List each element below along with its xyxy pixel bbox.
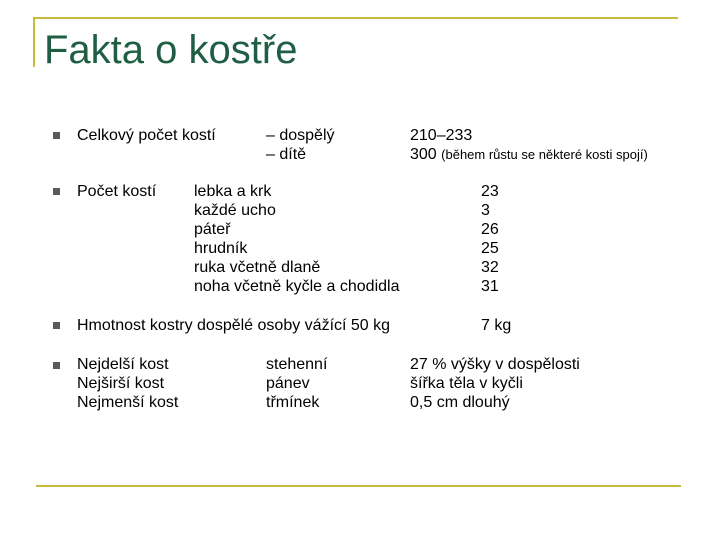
extreme-label: Nejširší kost bbox=[77, 375, 165, 392]
title-left-rule bbox=[33, 17, 35, 67]
body-parts-list bbox=[194, 182, 399, 296]
extreme-bone: pánev bbox=[266, 375, 310, 392]
body-part: hrudník bbox=[194, 240, 248, 257]
bone-count-values bbox=[481, 182, 499, 296]
bullet-count bbox=[53, 188, 60, 195]
bone-count: 31 bbox=[481, 278, 499, 295]
bone-count: 32 bbox=[481, 259, 499, 276]
child-value: 300 bbox=[410, 146, 437, 163]
child-label: – dítě bbox=[266, 146, 307, 163]
extreme-fact: 27 % výšky v dospělosti bbox=[410, 356, 580, 373]
extreme-bone: stehenní bbox=[266, 356, 328, 373]
weight-value: 7 kg bbox=[481, 317, 512, 334]
bullet-extremes bbox=[53, 362, 60, 369]
bullet-weight bbox=[53, 322, 60, 329]
extremes-bones bbox=[266, 355, 327, 412]
total-age-labels bbox=[266, 126, 335, 164]
extremes-facts bbox=[410, 355, 580, 412]
extreme-fact: šířka těla v kyčli bbox=[410, 375, 523, 392]
child-value-line bbox=[410, 145, 648, 164]
title-top-rule bbox=[33, 17, 678, 19]
weight-label: Hmotnost kostry dospělé osoby vážící 50 kg bbox=[77, 317, 391, 334]
extremes-labels bbox=[77, 355, 178, 412]
adult-value: 210–233 bbox=[410, 127, 473, 144]
body-part: každé ucho bbox=[194, 202, 276, 219]
bone-count: 23 bbox=[481, 183, 499, 200]
extreme-label: Nejdelší kost bbox=[77, 356, 169, 373]
body-part: lebka a krk bbox=[194, 183, 272, 200]
adult-label: – dospělý bbox=[266, 127, 335, 144]
extreme-label: Nejmenší kost bbox=[77, 394, 179, 411]
extreme-fact: 0,5 cm dlouhý bbox=[410, 394, 510, 411]
child-note: (během růstu se některé kosti spojí) bbox=[441, 147, 648, 162]
count-label: Počet kostí bbox=[77, 183, 157, 200]
bone-count: 3 bbox=[481, 202, 490, 219]
body-part: páteř bbox=[194, 221, 231, 238]
bullet-total bbox=[53, 132, 60, 139]
page-title: Fakta o kostře bbox=[44, 28, 298, 72]
extreme-bone: třmínek bbox=[266, 394, 320, 411]
total-values bbox=[410, 126, 648, 164]
bone-count: 25 bbox=[481, 240, 499, 257]
total-label: Celkový počet kostí bbox=[77, 127, 216, 144]
bone-count: 26 bbox=[481, 221, 499, 238]
bottom-rule bbox=[36, 485, 681, 487]
body-part: noha včetně kyčle a chodidla bbox=[194, 278, 400, 295]
body-part: ruka včetně dlaně bbox=[194, 259, 321, 276]
